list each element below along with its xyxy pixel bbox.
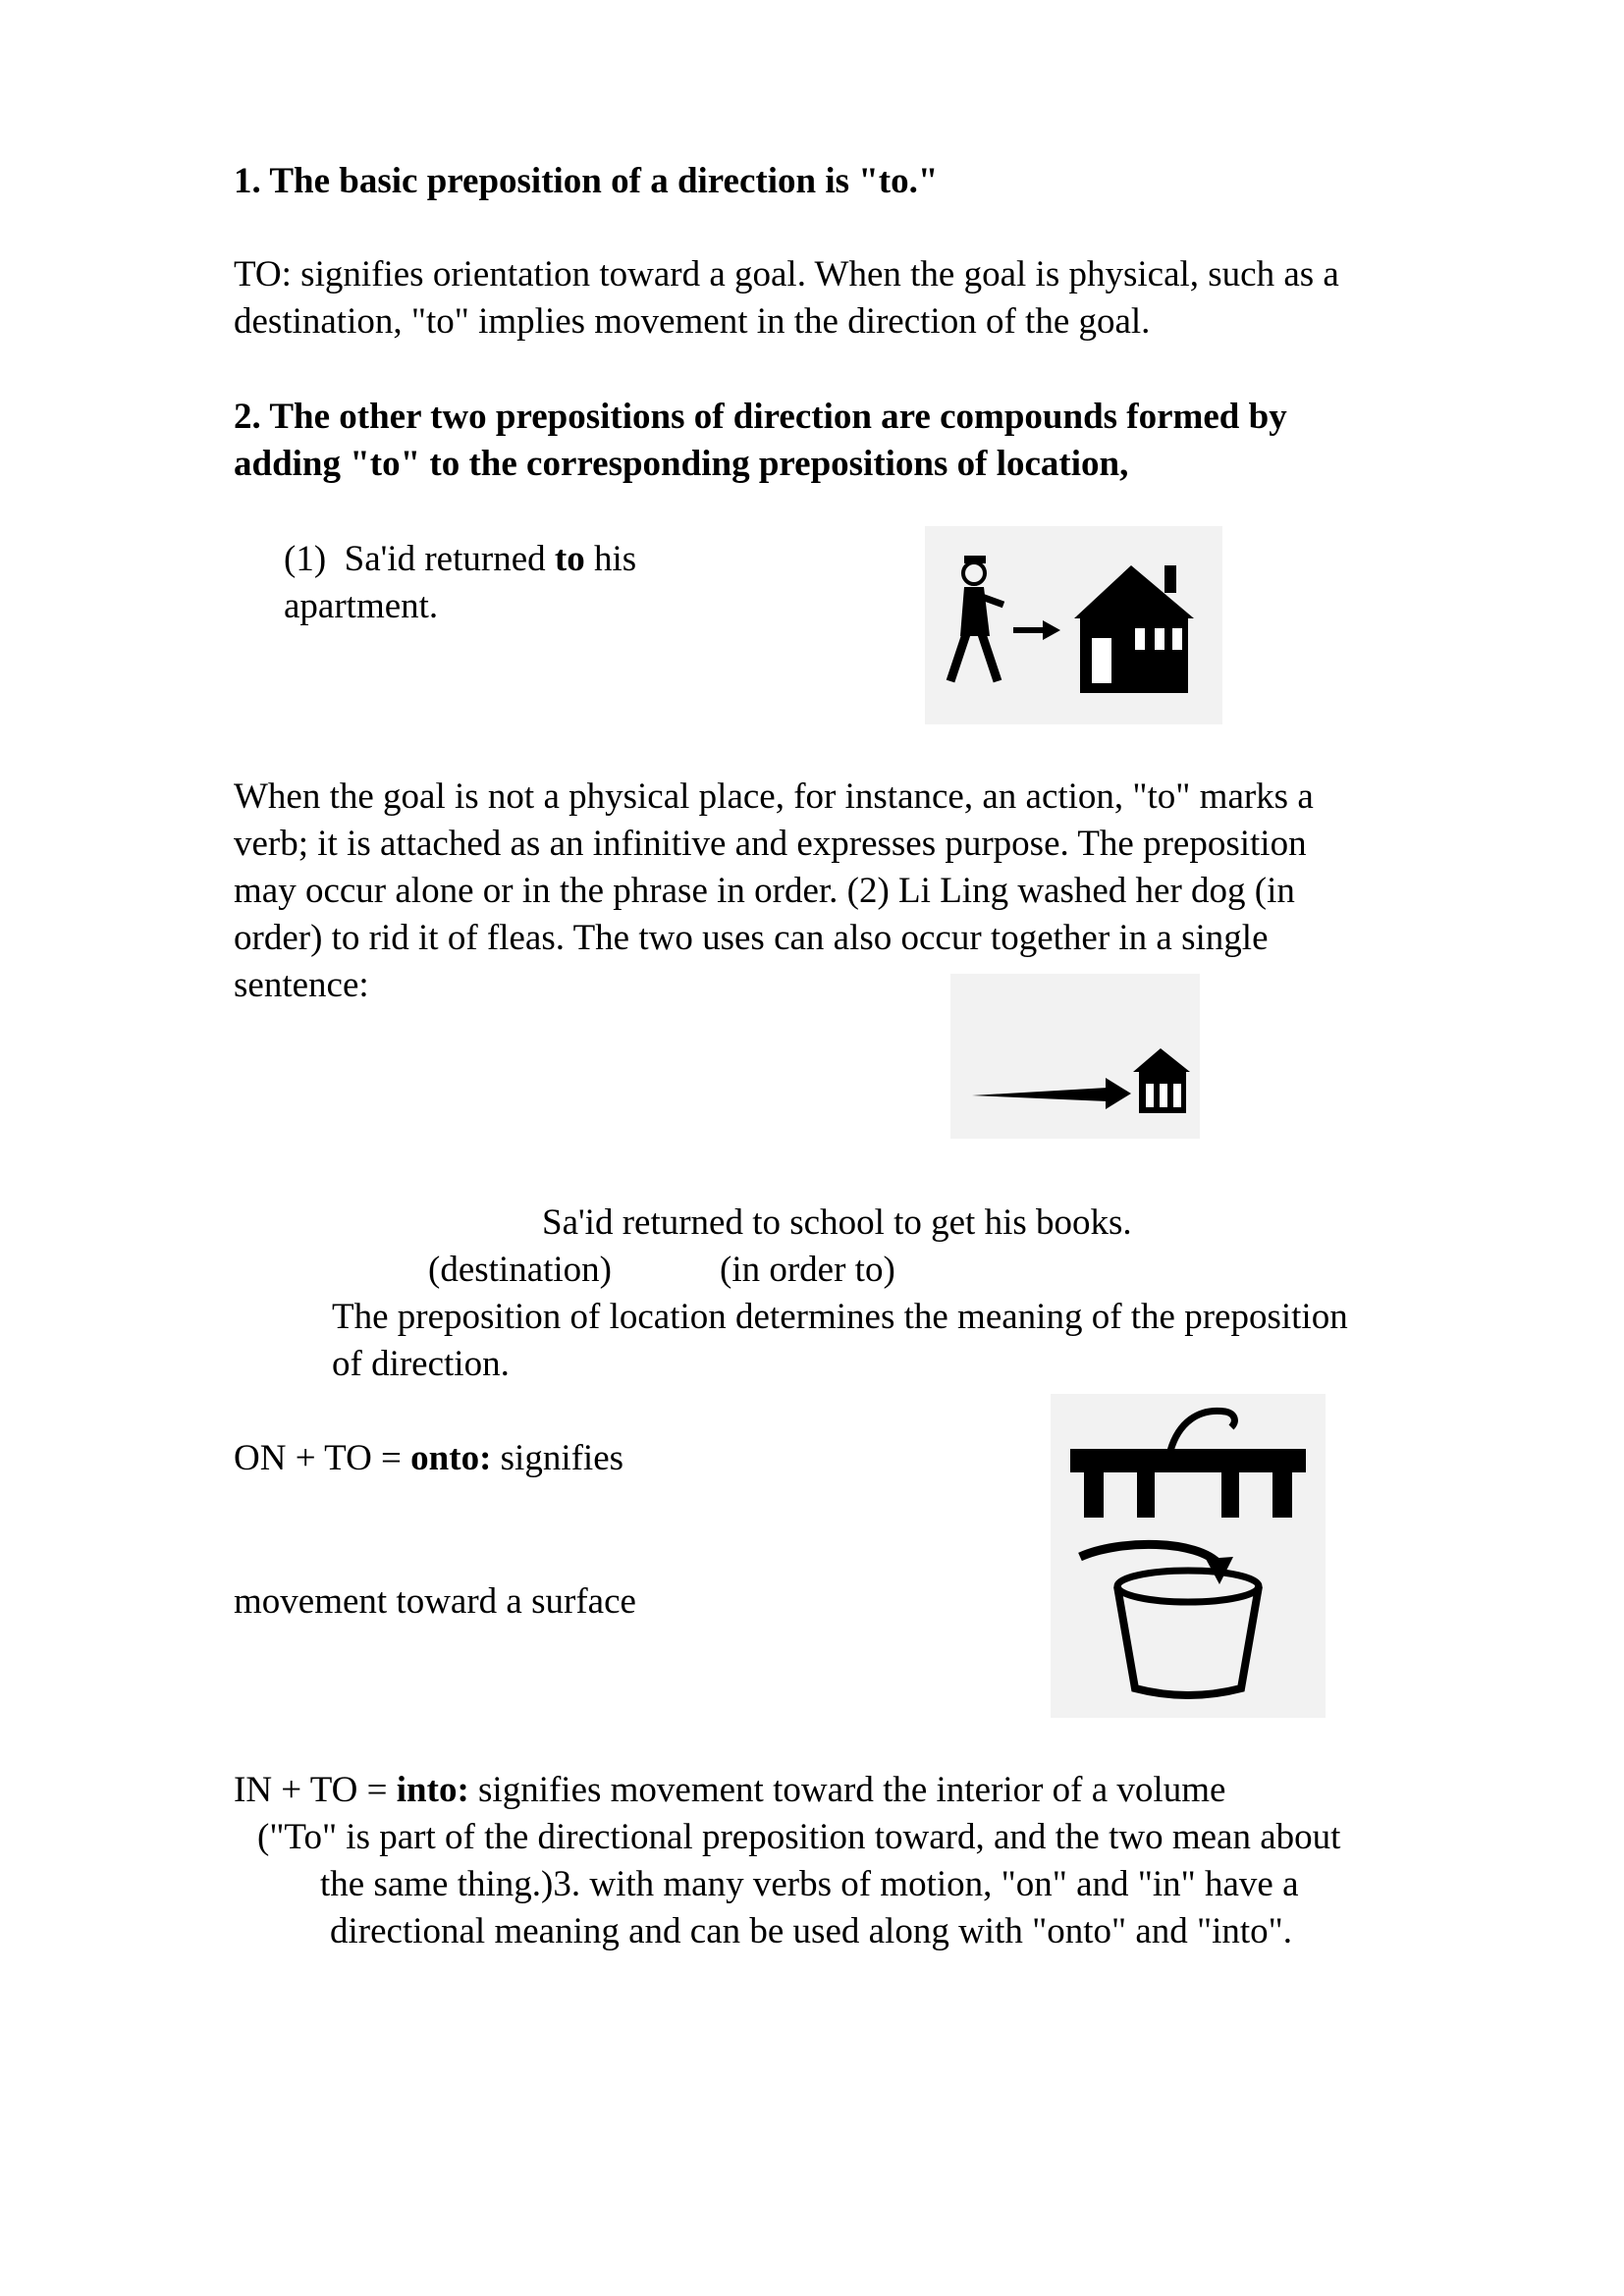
legs-shape — [950, 634, 998, 681]
example-1-line — [284, 536, 636, 583]
heading-line: 2. The other two prepositions of direction are compounds formed by — [234, 397, 1287, 437]
paragraph-location-meaning — [332, 1294, 1348, 1388]
table-leg — [1272, 1470, 1292, 1518]
table-and-bucket-illustration — [1051, 1394, 1326, 1718]
example-number: (1) — [284, 539, 327, 579]
arrow-head — [1043, 620, 1060, 640]
heading-basic-preposition: 1. The basic preposition of a direction is "to." — [234, 161, 939, 201]
arrow-shaft — [972, 1088, 1108, 1101]
example-text: his — [584, 539, 637, 579]
paragraph-line: TO: signifies orientation toward a goal. When the goal is physical, such as a — [234, 254, 1339, 294]
person-walking-to-house-illustration — [925, 526, 1222, 724]
onto-definition-continued: movement toward a surface — [234, 1581, 636, 1622]
onto-prefix: ON + TO = — [234, 1438, 411, 1478]
figure-person-to-house — [925, 526, 1222, 724]
label-in-order-to: (in order to) — [720, 1250, 895, 1290]
paragraph-to-definition — [234, 251, 1339, 346]
into-definition — [234, 1767, 1225, 1814]
paragraph-line: of direction. — [332, 1344, 510, 1384]
table-leg — [1137, 1470, 1155, 1518]
example-school-sentence: Sa'id returned to school to get his books. — [542, 1202, 1132, 1243]
window-shape — [1146, 1084, 1154, 1107]
table-leg — [1084, 1470, 1104, 1518]
door-shape — [1092, 638, 1111, 683]
paragraph-line: When the goal is not a physical place, for instance, an action, "to" marks a — [234, 776, 1314, 817]
onto-definition — [234, 1435, 623, 1482]
example-1-line: apartment. — [284, 586, 439, 626]
paragraph-line: destination, "to" implies movement in the direction of the goal. — [234, 301, 1151, 342]
into-term: into: — [396, 1770, 469, 1810]
body-shape — [960, 587, 990, 636]
window-shape — [1135, 628, 1145, 650]
paragraph-line: may occur alone or in the phrase in order. (2) Li Ling washed her dog (in — [234, 871, 1295, 911]
example-text: Sa'id returned — [344, 539, 555, 579]
paragraph-line: verb; it is attached as an infinitive and expresses purpose. The preposition — [234, 824, 1307, 864]
note-line-2: the same thing.)3. with many verbs of motion, "on" and "in" have a — [320, 1864, 1299, 1904]
into-suffix: signifies movement toward the interior of a volume — [468, 1770, 1226, 1810]
window-shape — [1160, 1084, 1167, 1107]
into-prefix: IN + TO = — [234, 1770, 397, 1810]
heading-compound-prepositions — [234, 394, 1287, 488]
arrow-head — [1106, 1078, 1131, 1109]
onto-suffix: signifies — [491, 1438, 624, 1478]
window-shape — [1173, 1084, 1181, 1107]
figure-onto-into — [1051, 1394, 1326, 1718]
note-line-1: ("To" is part of the directional preposition toward, and the two mean about — [257, 1817, 1341, 1857]
paragraph-line: sentence: — [234, 965, 369, 1005]
paragraph-line: order) to rid it of fleas. The two uses can also occur together in a single — [234, 918, 1269, 958]
figure-arrow-to-house — [950, 974, 1200, 1139]
paragraph-line: The preposition of location determines the meaning of the preposition — [332, 1297, 1348, 1337]
head-shape — [963, 562, 985, 584]
example-emphasis: to — [554, 539, 585, 579]
bucket-rim — [1117, 1571, 1259, 1602]
heading-line: adding "to" to the corresponding prepositions of location, — [234, 444, 1129, 484]
chimney-shape — [1164, 565, 1176, 593]
note-line-3: directional meaning and can be used along with "onto" and "into". — [330, 1911, 1293, 1951]
onto-term: onto: — [410, 1438, 492, 1478]
window-shape — [1172, 628, 1182, 650]
onto-curved-arrow — [1170, 1411, 1234, 1451]
into-curved-arrow — [1080, 1544, 1219, 1565]
label-destination: (destination) — [428, 1250, 613, 1290]
example-1 — [284, 536, 636, 630]
arrow-to-house-illustration — [950, 974, 1200, 1139]
tabletop-shape — [1070, 1449, 1306, 1472]
roof-shape — [1133, 1048, 1190, 1072]
window-shape — [1155, 628, 1164, 650]
table-leg — [1221, 1470, 1239, 1518]
